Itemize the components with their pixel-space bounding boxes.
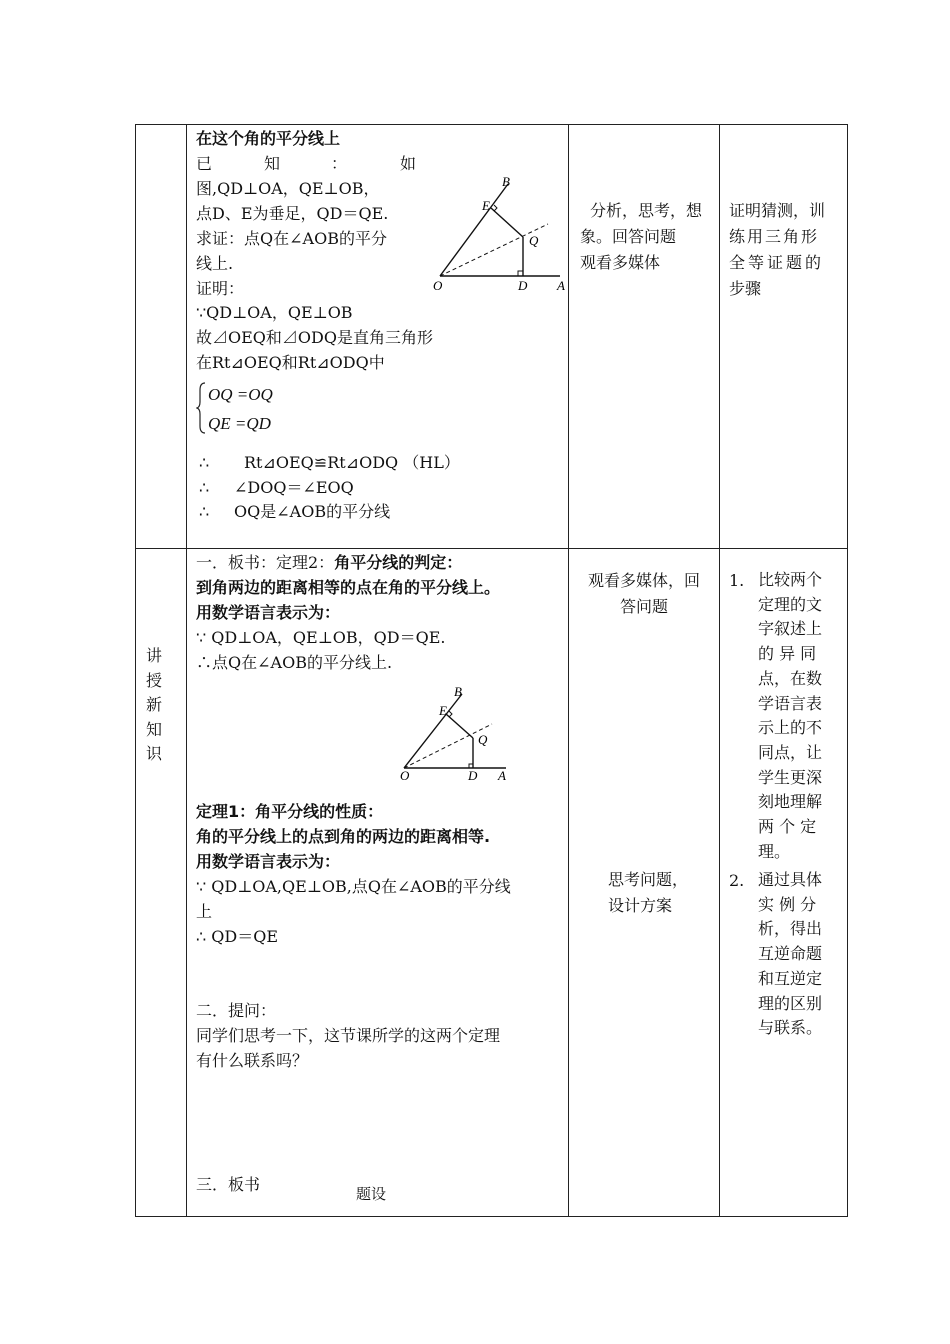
row1-heading: 在这个角的平分线上 <box>196 129 341 148</box>
stage-char-3: 新 <box>146 695 163 714</box>
fig2-label-o: O <box>400 768 410 783</box>
fig2-label-d: D <box>468 768 478 783</box>
given-char-2: 知 <box>264 154 281 173</box>
stage-char-1: 讲 <box>146 646 163 665</box>
item2-line-3: 析，得出 <box>758 919 823 939</box>
row1-intent-line-2: 练用三角形 <box>729 227 820 246</box>
row1-design-intent <box>729 198 844 302</box>
row2-student-activity-bottom <box>608 867 718 919</box>
fig2-label-a: A <box>498 768 506 783</box>
given-line-2: 点D、E为垂足，QD＝QE. <box>196 204 389 223</box>
given-char-3: ： <box>331 154 348 173</box>
row2-activity-bottom-line-1: 思考问题， <box>608 870 689 889</box>
section2-line-1: 同学们思考一下，这节课所学的这两个定理 <box>196 1026 501 1045</box>
section1-bold-2: 用数学语言表示为： <box>196 603 341 622</box>
fig2-label-q: Q <box>478 732 488 747</box>
system-brace <box>196 380 208 436</box>
intent-item2 <box>758 868 846 1041</box>
row2-student-activity-top <box>572 568 716 620</box>
system-line-1: OQ =OQ <box>208 385 273 404</box>
fig1-label-b: B <box>502 174 510 189</box>
therefore-mark-3: ∴ <box>199 502 210 521</box>
given-line-4: 线上. <box>196 254 234 273</box>
given-line-3: 求证：点Q在∠AOB的平分 <box>196 229 387 248</box>
fig1-label-d: D <box>518 278 528 293</box>
item1-line-12: 理。 <box>758 841 791 861</box>
therefore-mark-1: ∴ <box>199 453 210 472</box>
section3-note: 题设 <box>356 1185 387 1203</box>
row1-activity-line-3: 观看多媒体 <box>580 253 661 272</box>
fig1-label-q: Q <box>529 233 539 248</box>
section1-bold-1: 到角两边的距离相等的点在角的平分线上。 <box>196 578 501 597</box>
item1-line-7: 示上的不 <box>758 718 823 738</box>
intent-item1 <box>758 568 846 864</box>
column-divider-1 <box>186 124 187 1216</box>
section1-title: 角平分线的判定： <box>334 553 463 572</box>
column-divider-3 <box>719 124 720 1216</box>
item1-line-5: 点，在数 <box>758 668 823 688</box>
item1-line-3: 字叙述上 <box>758 619 823 639</box>
stage-char-5: 识 <box>146 744 163 763</box>
item1-line-1: 比较两个 <box>758 570 823 589</box>
section1-prefix: 一．板书：定理2： <box>196 553 335 572</box>
theorem1-bold-3: 用数学语言表示为： <box>196 852 341 871</box>
row1-student-activity <box>580 198 715 276</box>
item2-line-2: 实 例 分 <box>758 894 817 914</box>
row1-intent-line-4: 步骤 <box>729 279 762 298</box>
item1-line-6: 学语言表 <box>758 693 823 713</box>
item1-line-2: 定理的文 <box>758 594 823 614</box>
theorem1-bold-1: 定理1：角平分线的性质： <box>196 802 384 821</box>
given-char-4: 如 <box>400 154 417 173</box>
item1-line-11: 两 个 定 <box>758 817 817 837</box>
stage-char-4: 知 <box>146 719 163 739</box>
conclusion-1: Rt⊿OEQ≌Rt⊿ODQ （HL） <box>244 453 460 472</box>
row2-activity-top-line-2: 答问题 <box>619 597 668 616</box>
row2-activity-bottom-line-2: 设计方案 <box>608 896 673 915</box>
intent-item1-number: 1. <box>729 571 745 590</box>
theorem1-line-2: 上 <box>196 902 213 921</box>
item1-line-10: 刻地理解 <box>758 792 823 812</box>
angle-figure-2 <box>394 684 524 784</box>
proof-line-3: 在Rt⊿OEQ和Rt⊿ODQ中 <box>196 353 385 372</box>
angle-figure-1 <box>428 174 568 294</box>
fig1-label-a: A <box>557 278 565 293</box>
item2-line-6: 理的区别 <box>758 993 823 1013</box>
section1-line-2: ∴点Q在∠AOB的平分线上. <box>196 653 393 672</box>
item2-line-1: 通过具体 <box>758 870 823 889</box>
item2-line-7: 与联系。 <box>758 1018 823 1038</box>
row1-activity-line-2: 象。回答问题 <box>580 227 677 246</box>
given-line-1: 图,QD⊥OA，QE⊥OB， <box>196 179 380 198</box>
proof-title: 证明： <box>196 279 245 298</box>
item2-line-5: 和互逆定 <box>758 968 823 988</box>
item1-line-8: 同点，让 <box>758 742 823 762</box>
item1-line-4: 的 异 同 <box>758 644 817 664</box>
row1-intent-line-1: 证明猜测，训 <box>729 201 826 220</box>
row1-intent-line-3: 全等证题的 <box>729 253 825 272</box>
section2-line-2: 有什么联系吗？ <box>196 1051 309 1070</box>
therefore-mark-2: ∴ <box>199 478 210 497</box>
given-char-1: 已 <box>196 154 213 173</box>
section2-title: 二．提问： <box>196 1001 277 1020</box>
item1-line-9: 学生更深 <box>758 767 823 787</box>
row1-activity-line-1: 分析，思考，想 <box>590 201 703 220</box>
conclusion-3: OQ是∠AOB的平分线 <box>234 502 391 521</box>
row2-activity-top-line-1: 观看多媒体，回 <box>587 571 700 590</box>
theorem1-line-3: ∴ QD＝QE <box>196 927 279 946</box>
fig1-label-o: O <box>433 278 443 293</box>
system-line-2: QE =QD <box>208 414 271 433</box>
conclusion-2: ∠DOQ＝∠EOQ <box>234 478 354 497</box>
column-divider-2 <box>568 124 569 1216</box>
fig2-label-b: B <box>454 684 462 699</box>
row-divider <box>135 548 847 549</box>
stage-char-2: 授 <box>146 670 163 690</box>
section1-line <box>196 553 462 573</box>
theorem1-line-1: ∵ QD⊥OA,QE⊥OB,点Q在∠AOB的平分线 <box>196 877 511 896</box>
proof-line-2: 故⊿OEQ和⊿ODQ是直角三角形 <box>196 328 433 347</box>
intent-item2-number: 2. <box>729 871 745 890</box>
row2-stage-label <box>146 644 174 767</box>
section3-title: 三．板书 <box>196 1175 261 1194</box>
section1-line-1: ∵ QD⊥OA，QE⊥OB，QD＝QE. <box>196 628 446 647</box>
theorem1-bold-2: 角的平分线上的点到角的两边的距离相等. <box>196 827 491 846</box>
fig2-label-e: E <box>439 703 447 718</box>
item2-line-4: 互逆命题 <box>758 944 823 964</box>
fig1-label-e: E <box>482 198 490 213</box>
proof-line-1: ∵QD⊥OA，QE⊥OB <box>196 303 353 322</box>
